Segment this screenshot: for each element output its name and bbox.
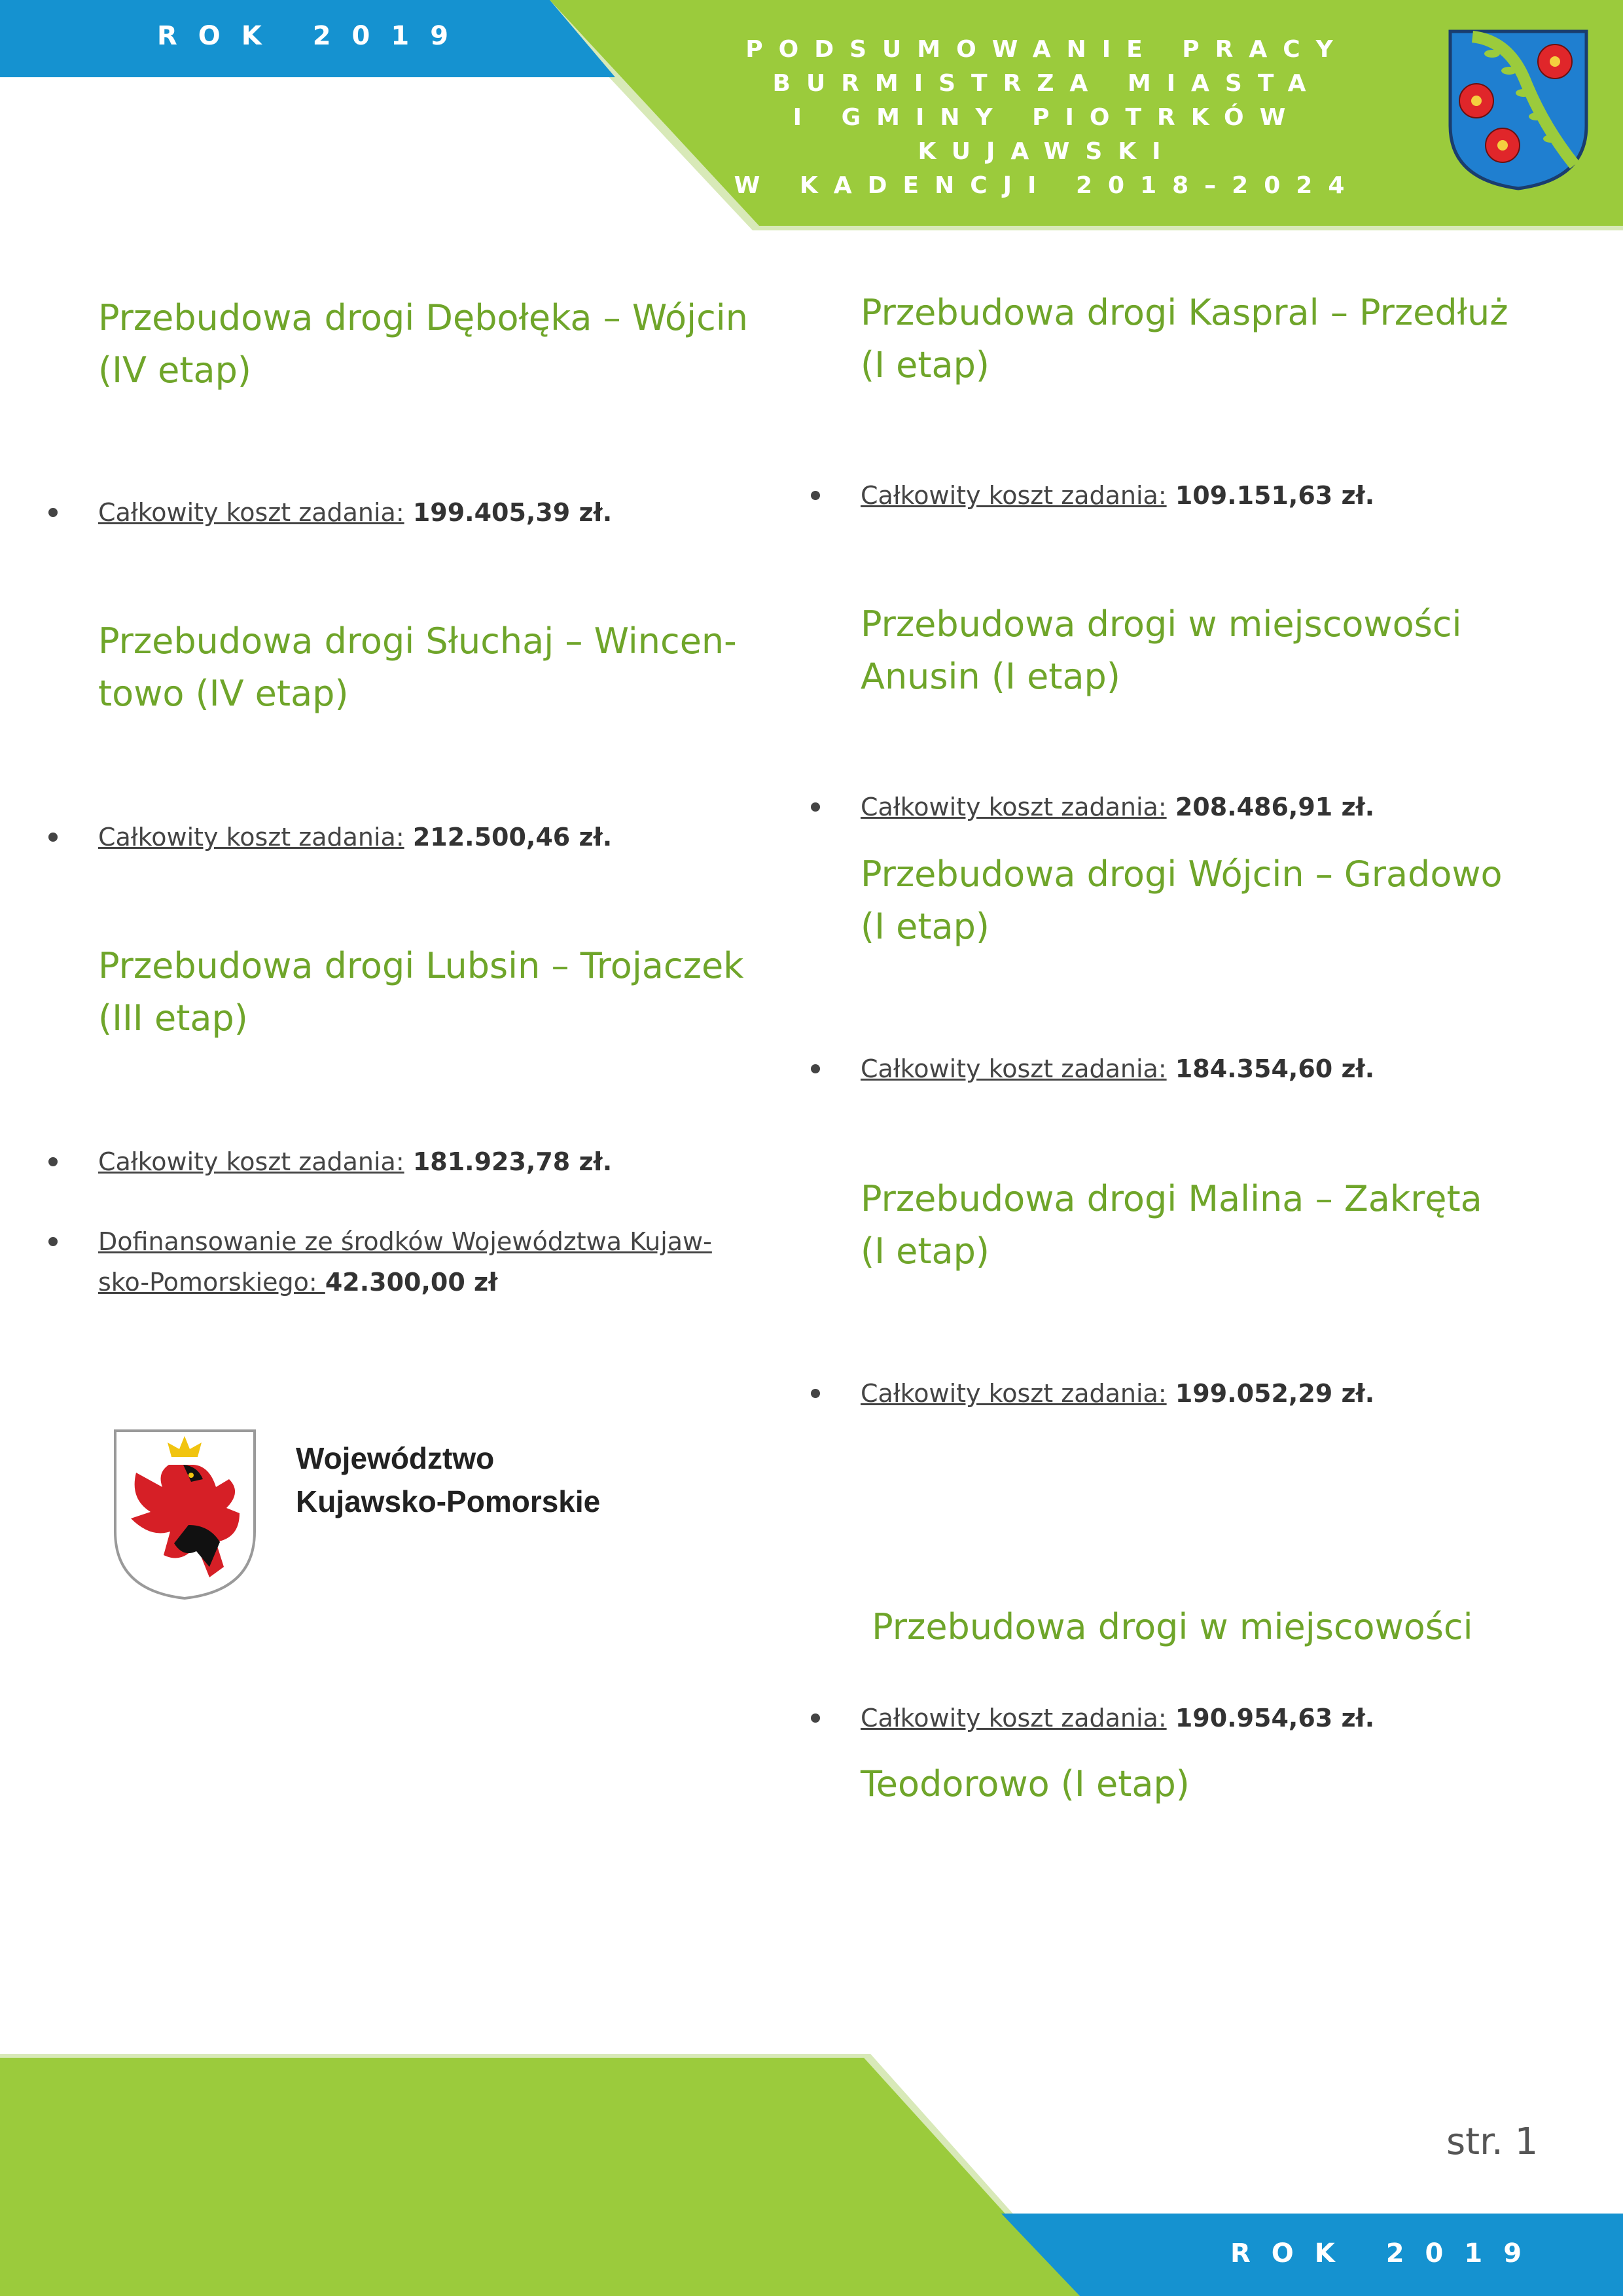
cost-label: Całkowity koszt zadania: bbox=[98, 823, 404, 852]
cost-label: Całkowity koszt zadania: bbox=[98, 498, 404, 527]
cost-label: Całkowity koszt zadania: bbox=[861, 793, 1167, 821]
bullet-icon bbox=[811, 491, 820, 500]
cost-label: Całkowity koszt zadania: bbox=[861, 1054, 1167, 1083]
title-line: KUJAWSKI bbox=[918, 138, 1177, 165]
cost-value: 199.052,29 zł. bbox=[1166, 1379, 1375, 1408]
cost-item bbox=[861, 1373, 1374, 1414]
bullet-icon bbox=[811, 1713, 820, 1723]
cost-value: 184.354,60 zł. bbox=[1166, 1054, 1375, 1083]
project-title: Przebudowa drogi Słuchaj – Wincen- towo (IV etap) bbox=[98, 620, 737, 714]
cost-label: Całkowity koszt zadania: bbox=[861, 481, 1167, 510]
bullet-icon bbox=[48, 833, 58, 842]
project-title: Przebudowa drogi Wójcin – Gradowo (I etap) bbox=[861, 853, 1503, 947]
cost-value: 212.500,46 zł. bbox=[404, 823, 613, 852]
footer-year: ROK 2019 bbox=[1230, 2238, 1543, 2269]
cost-value: 190.954,63 zł. bbox=[1166, 1704, 1375, 1732]
bullet-icon bbox=[811, 1389, 820, 1398]
cost-value: 109.151,63 zł. bbox=[1166, 481, 1375, 510]
cost-item bbox=[861, 1049, 1374, 1089]
town-coat-of-arms-icon bbox=[1446, 27, 1590, 191]
cost-item bbox=[98, 817, 612, 857]
project-title: Przebudowa drogi Malina – Zakręta (I etap) bbox=[861, 1178, 1482, 1272]
cost-label: Całkowity koszt zadania: bbox=[861, 1379, 1167, 1408]
project-title: Przebudowa drogi w miejscowości Teodorowo (I etap) bbox=[861, 1606, 1473, 1804]
page-number: str. 1 bbox=[1446, 2121, 1539, 2163]
bullet-icon bbox=[811, 802, 820, 812]
cost-label: Całkowity koszt zadania: bbox=[98, 1147, 404, 1176]
cost-item bbox=[861, 787, 1374, 827]
funding-label: Dofinansowanie ze środków Województwa Kujaw- bbox=[98, 1227, 712, 1256]
bullet-icon bbox=[48, 1237, 58, 1246]
cost-label: Całkowity koszt zadania: bbox=[861, 1704, 1167, 1732]
bullet-icon bbox=[48, 508, 58, 517]
project-title: Przebudowa drogi Lubsin – Trojaczek (III etap) bbox=[98, 945, 744, 1039]
project-title: Przebudowa drogi w miejscowości Anusin (I etap) bbox=[861, 603, 1462, 697]
project-title: Przebudowa drogi Kaspral – Przedłuż (I etap) bbox=[861, 292, 1508, 386]
title-line: W KADENCJI 2018–2024 bbox=[734, 172, 1361, 199]
title-line: BURMISTRZA MIASTA bbox=[772, 70, 1322, 97]
title-line: I GMINY PIOTRKÓW bbox=[793, 104, 1302, 131]
project-title: Przebudowa drogi Dębołęka – Wójcin (IV etap) bbox=[98, 297, 749, 391]
region-coat-of-arms-icon bbox=[111, 1427, 259, 1602]
cost-value: 208.486,91 zł. bbox=[1166, 793, 1375, 821]
title-line: PODSUMOWANIE PRACY bbox=[745, 36, 1349, 63]
bullet-icon bbox=[811, 1064, 820, 1073]
bullet-icon bbox=[48, 1157, 58, 1166]
document-title bbox=[707, 33, 1387, 203]
cost-item bbox=[861, 475, 1374, 516]
cost-value: 199.405,39 zł. bbox=[404, 498, 613, 527]
funding-value: 42.300,00 zł bbox=[325, 1268, 498, 1297]
region-logo-text: Województwo Kujawsko-Pomorskie bbox=[296, 1441, 601, 1518]
cost-item bbox=[98, 492, 612, 533]
cost-value: 181.923,78 zł. bbox=[404, 1147, 613, 1176]
header-year: ROK 2019 bbox=[157, 21, 470, 51]
funding-label: sko-Pomorskiego: bbox=[98, 1268, 325, 1297]
cost-item bbox=[861, 1698, 1374, 1738]
funding-item bbox=[98, 1221, 712, 1302]
cost-item bbox=[98, 1141, 612, 1182]
